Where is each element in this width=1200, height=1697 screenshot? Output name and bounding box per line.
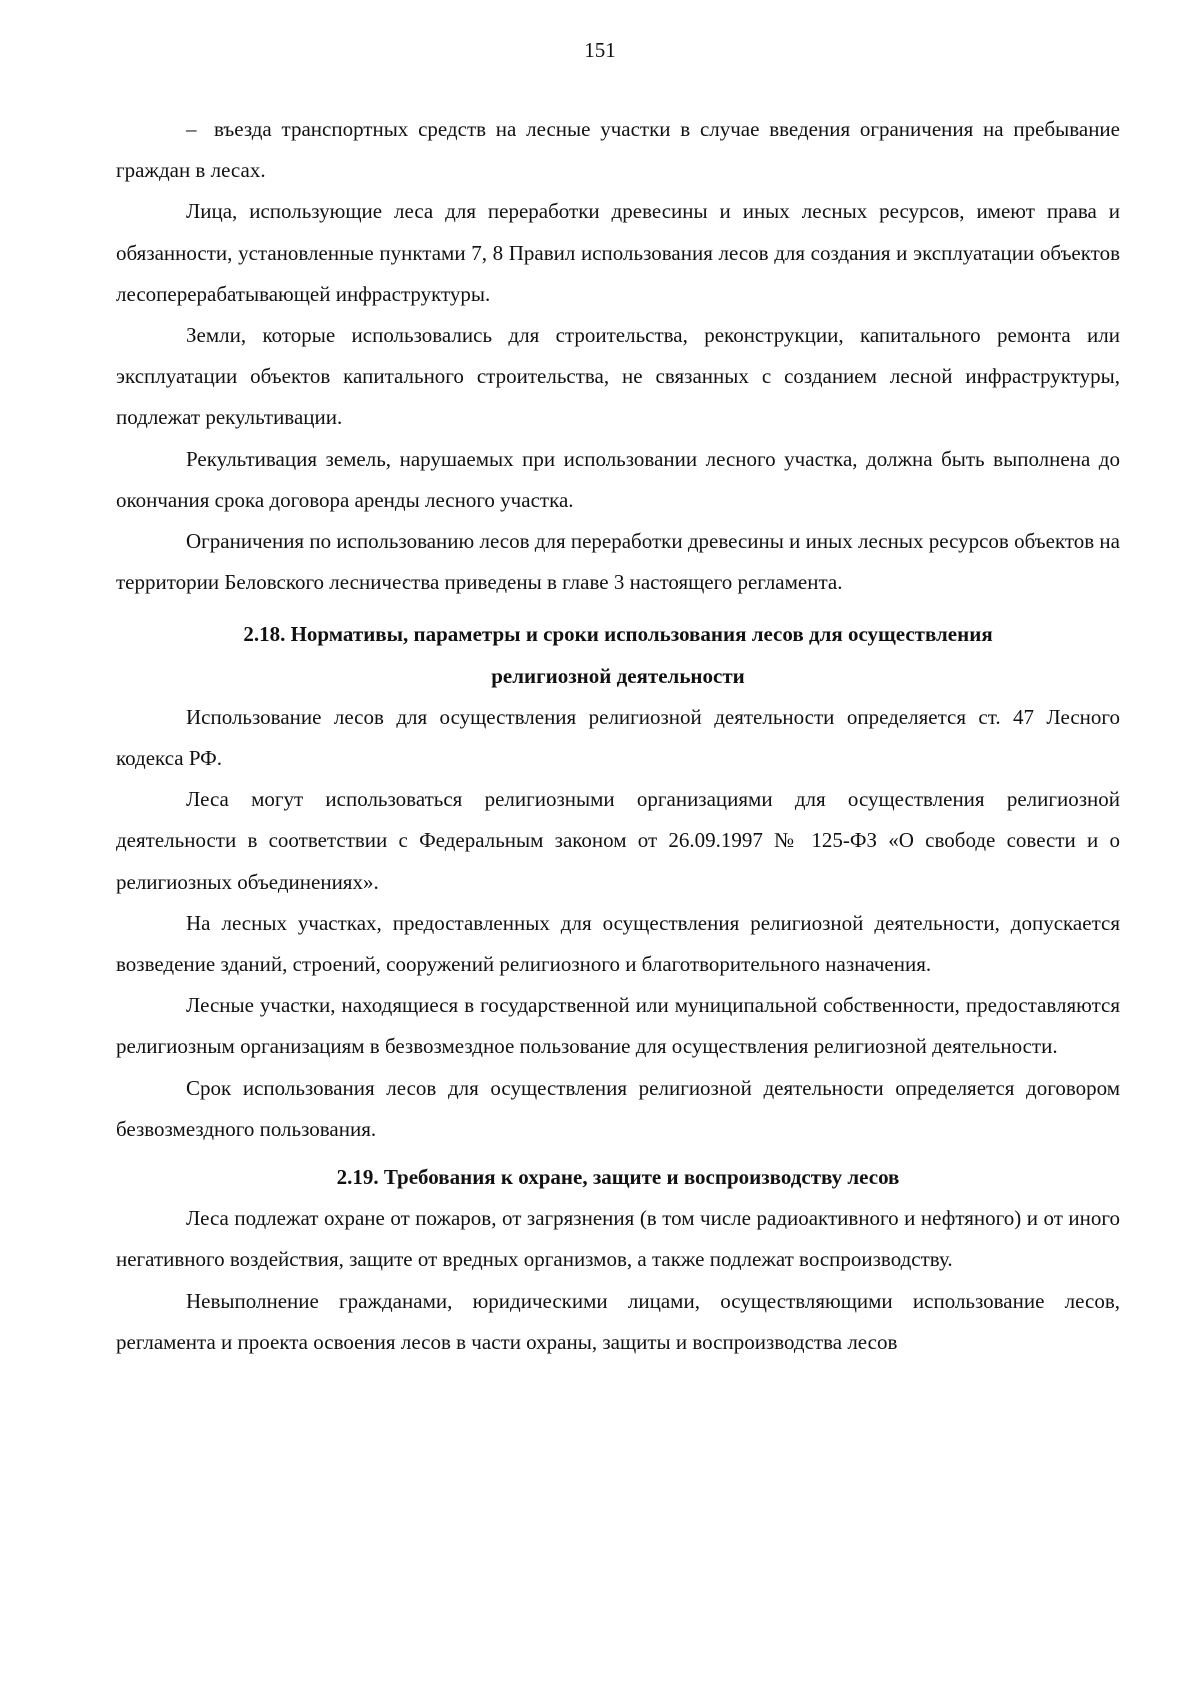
paragraph: Лесные участки, находящиеся в государственной или муниципальной собственности, предоставляются религиозным организациям в безвозмездное пользование для осуществления религиозной деятельности. [116, 993, 1120, 1059]
paragraph-bullet [116, 109, 1120, 191]
paragraph-text: въезда транспортных средств на лесные участки в случае введения ограничения на пребывание граждан в лесах. [116, 117, 1120, 183]
paragraph: Леса могут использоваться религиозными организациями для осуществления религиозной деятельности в соответствии с Федеральным законом от 26.09.1997 № 125-ФЗ «О свободе совести и о религиозных объединениях». [116, 787, 1120, 894]
page-number: 151 [584, 38, 616, 62]
paragraph: Ограничения по использованию лесов для переработки древесины и иных лесных ресурсов объектов на территории Беловского лесничества приведены в главе 3 настоящего регламента. [116, 529, 1120, 595]
paragraph: На лесных участках, предоставленных для осуществления религиозной деятельности, допускается возведение зданий, строений, сооружений религиозного и благотворительного назначения. [116, 910, 1120, 977]
bullet-dash: – [186, 117, 197, 141]
paragraph: Невыполнение гражданами, юридическими лицами, осуществляющими использование лесов, регламента и проекта освоения лесов в части охраны, защиты и воспроизводства лесов [116, 1288, 1120, 1354]
paragraph: Лица, использующие леса для переработки древесины и иных лесных ресурсов, имеют права и обязанности, установленные пунктами 7, 8 Правил использования лесов для создания и эксплуатации объектов лесоперерабатывающей инфраструктуры. [116, 199, 1120, 306]
paragraph: Срок использования лесов для осуществления религиозной деятельности определяется договором безвозмездного пользования. [116, 1075, 1120, 1141]
section-heading-2-18 [116, 603, 1120, 696]
document-body [116, 109, 1120, 1363]
section-heading-line: религиозной деятельности [491, 663, 745, 688]
section-heading-line: 2.18. Нормативы, параметры и сроки использования лесов для осуществления [243, 622, 993, 647]
paragraph: Рекультивация земель, нарушаемых при использовании лесного участка, должна быть выполнена до окончания срока договора аренды лесного участка. [116, 446, 1120, 512]
section-heading-2-19: 2.19. Требования к охране, защите и воспроизводству лесов [336, 1165, 900, 1190]
paragraph: Леса подлежат охране от пожаров, от загрязнения (в том числе радиоактивного и нефтяного) и от иного негативного воздействия, защите от вредных организмов, а также подлежат воспроизводству. [116, 1206, 1120, 1272]
paragraph: Использование лесов для осуществления религиозной деятельности определяется ст. 47 Лесного кодекса РФ. [116, 704, 1120, 771]
paragraph: Земли, которые использовались для строительства, реконструкции, капитального ремонта или эксплуатации объектов капитального строительства, не связанных с созданием лесной инфраструктуры, подлежат рекультивации. [116, 323, 1120, 430]
